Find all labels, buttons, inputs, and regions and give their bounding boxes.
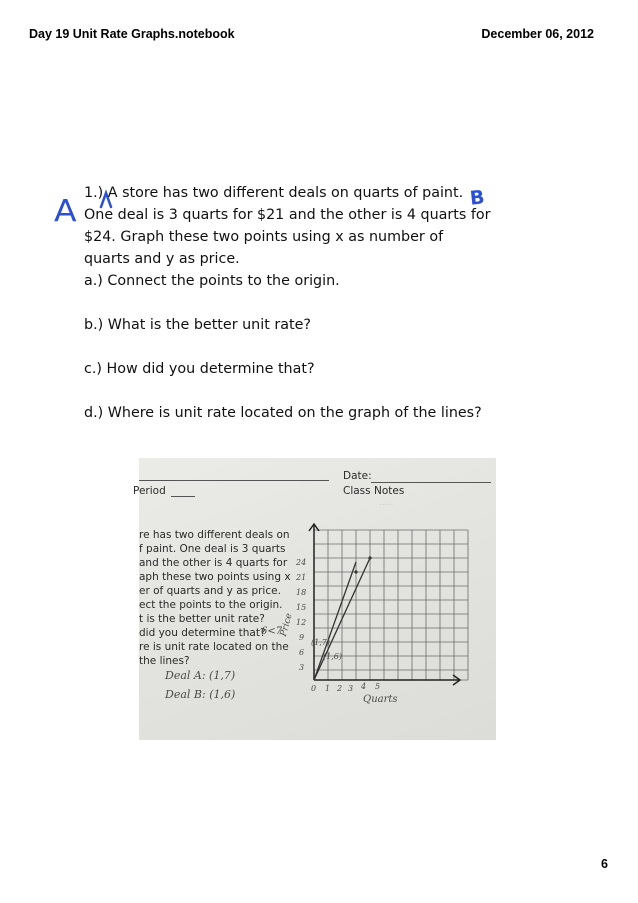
- graph-grid: [294, 520, 494, 700]
- worksheet-photo: [133, 458, 496, 740]
- date-rule: [371, 482, 491, 483]
- date-label: Date:: [343, 470, 372, 482]
- header-rule: [139, 480, 329, 481]
- part-c: c.) How did you determine that?: [84, 361, 315, 377]
- part-b: b.) What is the better unit rate?: [84, 317, 311, 333]
- part-d: d.) Where is unit rate located on the graph of the lines?: [84, 405, 482, 421]
- worksheet-line: re has two different deals on: [139, 529, 290, 541]
- worksheet-line: re is unit rate located on the: [139, 641, 289, 653]
- y-tick-label: 15: [296, 603, 307, 612]
- class-notes: Class Notes: [343, 485, 405, 497]
- part-a: a.) Connect the points to the origin.: [84, 273, 340, 289]
- problem-line: 1.) A store has two different deals on quarts of paint.: [84, 185, 464, 201]
- x-tick-label: 2: [337, 684, 343, 693]
- y-tick-label: 12: [296, 618, 307, 627]
- handwritten-compare: 6<7: [261, 626, 283, 637]
- worksheet-line: the lines?: [139, 655, 190, 667]
- worksheet-line: er of quarts and y as price.: [139, 585, 281, 597]
- point-marker: [354, 570, 357, 573]
- y-tick-label: 18: [296, 588, 307, 597]
- handwritten-deal-a: Deal A: (1,7): [165, 669, 236, 682]
- x-tick-label: 5: [375, 682, 381, 691]
- bleed-through-text: .....: [379, 498, 394, 508]
- problem-line: $24. Graph these two points using x as number of: [84, 229, 444, 245]
- point-marker: [368, 556, 371, 559]
- handwritten-deal-b: Deal B: (1,6): [165, 688, 236, 701]
- page-date: December 06, 2012: [481, 27, 594, 41]
- y-axis-label: Price: [278, 612, 295, 638]
- period-rule: [171, 496, 195, 497]
- notebook-title: Day 19 Unit Rate Graphs.notebook: [29, 27, 235, 41]
- page-number: 6: [601, 857, 608, 871]
- problem-text: [84, 182, 514, 424]
- y-tick-label: 6: [299, 648, 305, 657]
- x-tick-label: 0: [311, 684, 317, 693]
- worksheet-line: t is the better unit rate?: [139, 613, 265, 625]
- worksheet-line: did you determine that?: [139, 627, 266, 639]
- worksheet-line: and the other is 4 quarts for: [139, 557, 288, 569]
- y-tick-label: 9: [299, 633, 305, 642]
- period-label: Period: [133, 485, 166, 497]
- worksheet-line: f paint. One deal is 3 quarts: [139, 543, 286, 555]
- x-tick-label: 4: [361, 682, 367, 691]
- y-tick-label: 24: [296, 558, 307, 567]
- x-axis-label: Quarts: [363, 694, 398, 705]
- worksheet-line: aph these two points using x: [139, 571, 291, 583]
- x-tick-label: 3: [348, 684, 354, 693]
- x-tick-label: 1: [325, 684, 331, 693]
- y-tick-label: 21: [296, 573, 307, 582]
- handwritten-a: A: [53, 194, 77, 229]
- point-label-a: (1,7): [311, 638, 330, 647]
- y-tick-label: 3: [299, 663, 305, 672]
- handwritten-b: B: [468, 186, 486, 210]
- problem-line: One deal is 3 quarts for $21 and the other is 4 quarts for: [84, 207, 491, 223]
- point-label-b: (1,6): [323, 652, 342, 661]
- problem-line: quarts and y as price.: [84, 251, 240, 267]
- worksheet-line: ect the points to the origin.: [139, 599, 283, 611]
